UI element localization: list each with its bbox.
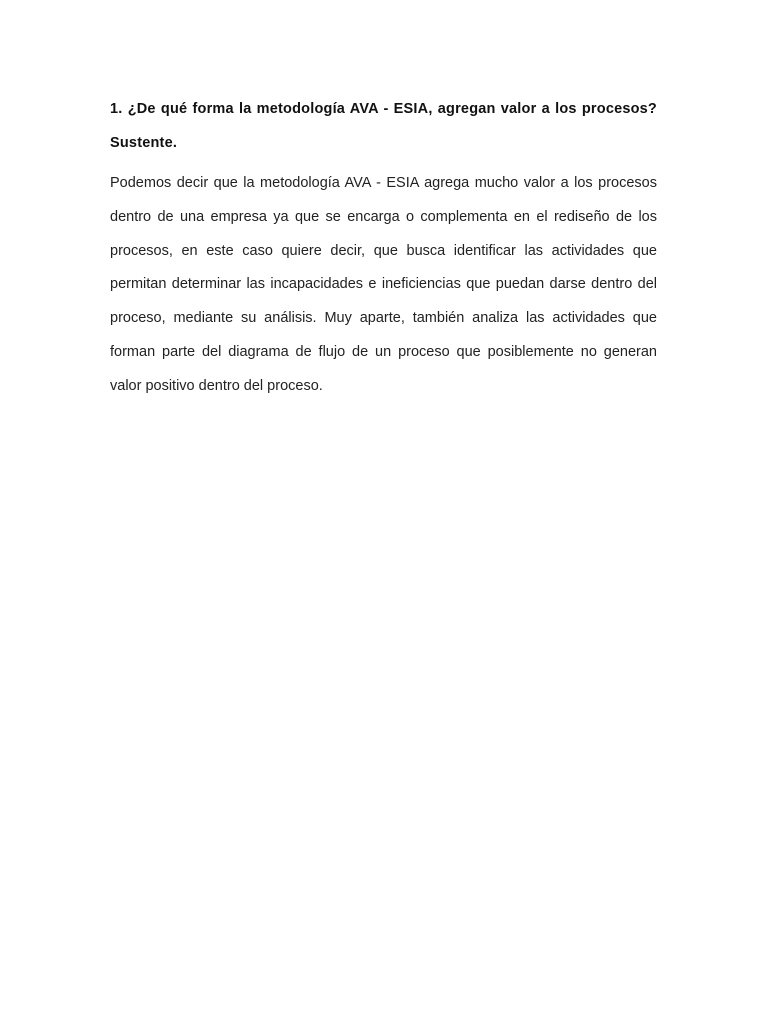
answer-paragraph: Podemos decir que la metodología AVA - ESIA agrega mucho valor a los procesos dentro de una empresa ya que se encarga o complementa en el rediseño de los procesos, en este caso quiere decir, que busca identificar las actividades que permitan determinar las incapacidades e ineficiencias que puedan darse dentro del proceso, mediante su análisis. Muy aparte, también analiza las actividades que forman parte del diagrama de flujo de un proceso que posiblemente no generan valor positivo dentro del proceso.: [110, 175, 657, 394]
question-heading: 1. ¿De qué forma la metodología AVA - ESIA, agregan valor a los procesos? Sustente.: [110, 101, 657, 151]
